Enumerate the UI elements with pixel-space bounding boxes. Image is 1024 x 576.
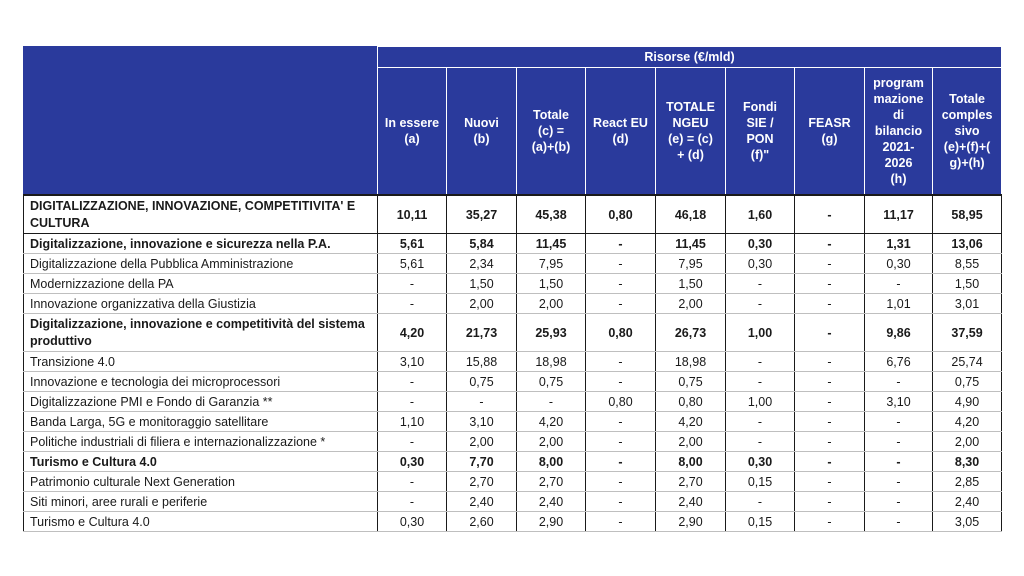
row-value-col-4: - — [586, 432, 656, 452]
row-value-col-2: 21,73 — [447, 314, 517, 352]
row-value-col-3: 2,00 — [517, 432, 586, 452]
table-row-section — [24, 234, 1002, 254]
row-value-col-6: - — [726, 372, 795, 392]
row-label: Innovazione e tecnologia dei microprocessori — [24, 372, 378, 392]
row-value-col-2: 2,00 — [447, 432, 517, 452]
row-value-col-6: 1,00 — [726, 392, 795, 412]
row-value-col-3: - — [517, 392, 586, 412]
row-value-col-2: 7,70 — [447, 452, 517, 472]
column-header-line: (h) — [890, 172, 907, 186]
column-header-line: mazione — [873, 92, 924, 106]
row-value-col-8: 0,30 — [865, 254, 933, 274]
column-header-line: (f)" — [750, 148, 770, 162]
column-header-7 — [795, 68, 865, 196]
row-value-col-2: 2,40 — [447, 492, 517, 512]
row-value-col-5: 46,18 — [656, 195, 726, 234]
row-value-col-2: 5,84 — [447, 234, 517, 254]
row-value-col-4: - — [586, 412, 656, 432]
row-value-col-6: 0,15 — [726, 512, 795, 532]
row-value-col-2: 35,27 — [447, 195, 517, 234]
row-label: Turismo e Cultura 4.0 — [24, 512, 378, 532]
row-value-col-9: 1,50 — [933, 274, 1002, 294]
row-value-col-5: 8,00 — [656, 452, 726, 472]
row-value-col-7: - — [795, 432, 865, 452]
row-value-col-7: - — [795, 452, 865, 472]
row-value-col-4: - — [586, 372, 656, 392]
table-row-section — [24, 452, 1002, 472]
row-value-col-1: - — [378, 372, 447, 392]
column-header-line: FEASR — [808, 116, 851, 130]
column-header-line: (e) = (c) — [668, 132, 713, 146]
column-header-4 — [586, 68, 656, 196]
column-header-5 — [656, 68, 726, 196]
row-value-col-1: 4,20 — [378, 314, 447, 352]
row-value-col-3: 25,93 — [517, 314, 586, 352]
row-value-col-1: 3,10 — [378, 352, 447, 372]
table-row — [24, 352, 1002, 372]
row-value-col-9: 8,55 — [933, 254, 1002, 274]
column-header-line: (a) — [404, 132, 420, 146]
row-value-col-3: 4,20 — [517, 412, 586, 432]
row-value-col-2: 2,60 — [447, 512, 517, 532]
row-label: Transizione 4.0 — [24, 352, 378, 372]
row-value-col-1: 5,61 — [378, 254, 447, 274]
row-value-col-5: 0,80 — [656, 392, 726, 412]
column-header-line: React EU — [593, 116, 648, 130]
row-value-col-6: 0,15 — [726, 472, 795, 492]
row-value-col-8: 1,01 — [865, 294, 933, 314]
resources-table — [23, 46, 1002, 532]
row-value-col-4: - — [586, 352, 656, 372]
row-value-col-9: 4,90 — [933, 392, 1002, 412]
table-row — [24, 372, 1002, 392]
row-value-col-6: 0,30 — [726, 452, 795, 472]
row-value-col-4: - — [586, 492, 656, 512]
row-value-col-1: - — [378, 472, 447, 492]
row-value-col-4: - — [586, 254, 656, 274]
column-header-line: Fondi — [742, 100, 777, 114]
row-value-col-9: 3,01 — [933, 294, 1002, 314]
row-value-col-6: - — [726, 432, 795, 452]
row-value-col-3: 11,45 — [517, 234, 586, 254]
row-value-col-7: - — [795, 274, 865, 294]
row-label: Digitalizzazione, innovazione e sicurezza nella P.A. — [24, 234, 378, 254]
table-row — [24, 512, 1002, 532]
table-header — [24, 47, 1002, 196]
row-value-col-2: 2,00 — [447, 294, 517, 314]
row-value-col-3: 45,38 — [517, 195, 586, 234]
row-value-col-7: - — [795, 392, 865, 412]
column-header-line: TOTALE — [666, 100, 715, 114]
row-value-col-6: - — [726, 294, 795, 314]
column-header-line: PON — [746, 132, 774, 146]
row-value-col-8: - — [865, 472, 933, 492]
row-value-col-1: 0,30 — [378, 512, 447, 532]
row-value-col-5: 2,90 — [656, 512, 726, 532]
row-value-col-7: - — [795, 294, 865, 314]
row-value-col-7: - — [795, 254, 865, 274]
row-label: Digitalizzazione, innovazione e competitività del sistema produttivo — [24, 314, 378, 352]
column-header-line: SIE / — [746, 116, 774, 130]
row-value-col-1: 0,30 — [378, 452, 447, 472]
row-value-col-4: - — [586, 512, 656, 532]
table-row — [24, 412, 1002, 432]
row-value-col-8: - — [865, 412, 933, 432]
row-value-col-9: 58,95 — [933, 195, 1002, 234]
row-value-col-4: 0,80 — [586, 195, 656, 234]
row-value-col-5: 4,20 — [656, 412, 726, 432]
row-value-col-5: 11,45 — [656, 234, 726, 254]
row-value-col-4: - — [586, 452, 656, 472]
column-header-line: In essere — [384, 116, 440, 130]
column-header-8 — [865, 68, 933, 196]
row-value-col-9: 2,00 — [933, 432, 1002, 452]
row-label: Modernizzazione della PA — [24, 274, 378, 294]
row-value-col-6: - — [726, 412, 795, 432]
row-value-col-9: 0,75 — [933, 372, 1002, 392]
column-header-line: (a)+(b) — [531, 140, 571, 154]
row-label: Innovazione organizzativa della Giustizia — [24, 294, 378, 314]
row-value-col-2: 2,70 — [447, 472, 517, 492]
column-header-line: (c) = — [537, 124, 565, 138]
row-value-col-5: 18,98 — [656, 352, 726, 372]
row-value-col-8: 3,10 — [865, 392, 933, 412]
row-value-col-6: 1,00 — [726, 314, 795, 352]
row-value-col-2: 15,88 — [447, 352, 517, 372]
row-value-col-8: 6,76 — [865, 352, 933, 372]
row-value-col-9: 37,59 — [933, 314, 1002, 352]
row-value-col-1: 1,10 — [378, 412, 447, 432]
row-value-col-5: 2,00 — [656, 294, 726, 314]
column-header-2 — [447, 68, 517, 196]
row-label: Digitalizzazione PMI e Fondo di Garanzia ** — [24, 392, 378, 412]
row-value-col-3: 2,70 — [517, 472, 586, 492]
row-value-col-2: 2,34 — [447, 254, 517, 274]
row-label: Patrimonio culturale Next Generation — [24, 472, 378, 492]
row-label: DIGITALIZZAZIONE, INNOVAZIONE, COMPETITIVITA' E CULTURA — [24, 195, 378, 234]
row-value-col-7: - — [795, 195, 865, 234]
row-value-col-6: 0,30 — [726, 254, 795, 274]
row-value-col-3: 8,00 — [517, 452, 586, 472]
row-value-col-6: 1,60 — [726, 195, 795, 234]
row-value-col-8: 1,31 — [865, 234, 933, 254]
table-row — [24, 392, 1002, 412]
column-header-line: di — [892, 108, 905, 122]
row-value-col-1: - — [378, 294, 447, 314]
table-row-section — [24, 195, 1002, 234]
column-header-line: bilancio — [874, 124, 923, 138]
table-row — [24, 274, 1002, 294]
row-value-col-4: 0,80 — [586, 314, 656, 352]
row-value-col-9: 3,05 — [933, 512, 1002, 532]
row-value-col-9: 2,40 — [933, 492, 1002, 512]
row-value-col-8: - — [865, 372, 933, 392]
column-header-line: program — [873, 76, 924, 90]
column-header-line: + (d) — [677, 148, 704, 162]
row-value-col-7: - — [795, 512, 865, 532]
row-label: Banda Larga, 5G e monitoraggio satellitare — [24, 412, 378, 432]
table-row — [24, 492, 1002, 512]
row-value-col-1: - — [378, 432, 447, 452]
table-row — [24, 432, 1002, 452]
row-value-col-3: 0,75 — [517, 372, 586, 392]
column-header-line: Totale — [533, 108, 569, 122]
column-header-line: 2021- — [882, 140, 915, 154]
row-value-col-2: 1,50 — [447, 274, 517, 294]
header-group-title: Risorse (€/mld) — [378, 47, 1002, 68]
row-value-col-8: - — [865, 492, 933, 512]
row-value-col-1: - — [378, 274, 447, 294]
column-header-line: NGEU — [672, 116, 709, 130]
column-header-line: Nuovi — [464, 116, 499, 130]
column-header-3 — [517, 68, 586, 196]
row-value-col-6: 0,30 — [726, 234, 795, 254]
row-value-col-5: 0,75 — [656, 372, 726, 392]
row-value-col-6: - — [726, 492, 795, 512]
row-value-col-7: - — [795, 234, 865, 254]
column-header-line: (b) — [473, 132, 490, 146]
table-row — [24, 294, 1002, 314]
column-header-1 — [378, 68, 447, 196]
column-header-line: (d) — [612, 132, 629, 146]
column-header-line: 2026 — [884, 156, 913, 170]
row-value-col-9: 8,30 — [933, 452, 1002, 472]
row-value-col-1: - — [378, 392, 447, 412]
row-label: Siti minori, aree rurali e periferie — [24, 492, 378, 512]
row-value-col-5: 2,40 — [656, 492, 726, 512]
table-row — [24, 254, 1002, 274]
row-value-col-8: - — [865, 274, 933, 294]
row-value-col-7: - — [795, 472, 865, 492]
resources-table-wrapper — [23, 46, 1001, 532]
row-value-col-2: - — [447, 392, 517, 412]
row-value-col-7: - — [795, 352, 865, 372]
column-header-line: Totale — [949, 92, 985, 106]
row-value-col-3: 7,95 — [517, 254, 586, 274]
header-corner-cell — [24, 47, 378, 196]
row-value-col-4: - — [586, 234, 656, 254]
row-value-col-5: 26,73 — [656, 314, 726, 352]
row-value-col-4: 0,80 — [586, 392, 656, 412]
row-value-col-5: 1,50 — [656, 274, 726, 294]
row-value-col-5: 2,70 — [656, 472, 726, 492]
row-value-col-2: 0,75 — [447, 372, 517, 392]
row-value-col-8: - — [865, 512, 933, 532]
row-value-col-6: - — [726, 274, 795, 294]
row-value-col-8: 9,86 — [865, 314, 933, 352]
row-value-col-1: 10,11 — [378, 195, 447, 234]
column-header-line: comples — [941, 108, 993, 122]
row-value-col-7: - — [795, 314, 865, 352]
row-label: Turismo e Cultura 4.0 — [24, 452, 378, 472]
row-value-col-9: 13,06 — [933, 234, 1002, 254]
row-value-col-9: 25,74 — [933, 352, 1002, 372]
row-value-col-2: 3,10 — [447, 412, 517, 432]
row-value-col-9: 2,85 — [933, 472, 1002, 492]
column-header-line: g)+(h) — [949, 156, 985, 170]
column-header-9 — [933, 68, 1002, 196]
table-row — [24, 472, 1002, 492]
table-row-section — [24, 314, 1002, 352]
row-value-col-3: 1,50 — [517, 274, 586, 294]
row-value-col-9: 4,20 — [933, 412, 1002, 432]
row-label: Politiche industriali di filiera e internazionalizzazione * — [24, 432, 378, 452]
row-value-col-4: - — [586, 472, 656, 492]
row-value-col-6: - — [726, 352, 795, 372]
row-value-col-3: 2,00 — [517, 294, 586, 314]
row-value-col-7: - — [795, 412, 865, 432]
row-label: Digitalizzazione della Pubblica Amministrazione — [24, 254, 378, 274]
table-body — [24, 195, 1002, 532]
row-value-col-1: 5,61 — [378, 234, 447, 254]
column-header-line: (e)+(f)+( — [943, 140, 991, 154]
row-value-col-3: 2,40 — [517, 492, 586, 512]
row-value-col-4: - — [586, 294, 656, 314]
row-value-col-3: 2,90 — [517, 512, 586, 532]
row-value-col-3: 18,98 — [517, 352, 586, 372]
row-value-col-8: 11,17 — [865, 195, 933, 234]
row-value-col-4: - — [586, 274, 656, 294]
column-header-line: (g) — [821, 132, 838, 146]
row-value-col-7: - — [795, 372, 865, 392]
row-value-col-1: - — [378, 492, 447, 512]
column-header-6 — [726, 68, 795, 196]
row-value-col-8: - — [865, 432, 933, 452]
row-value-col-5: 7,95 — [656, 254, 726, 274]
row-value-col-5: 2,00 — [656, 432, 726, 452]
row-value-col-7: - — [795, 492, 865, 512]
column-header-line: sivo — [954, 124, 980, 138]
row-value-col-8: - — [865, 452, 933, 472]
